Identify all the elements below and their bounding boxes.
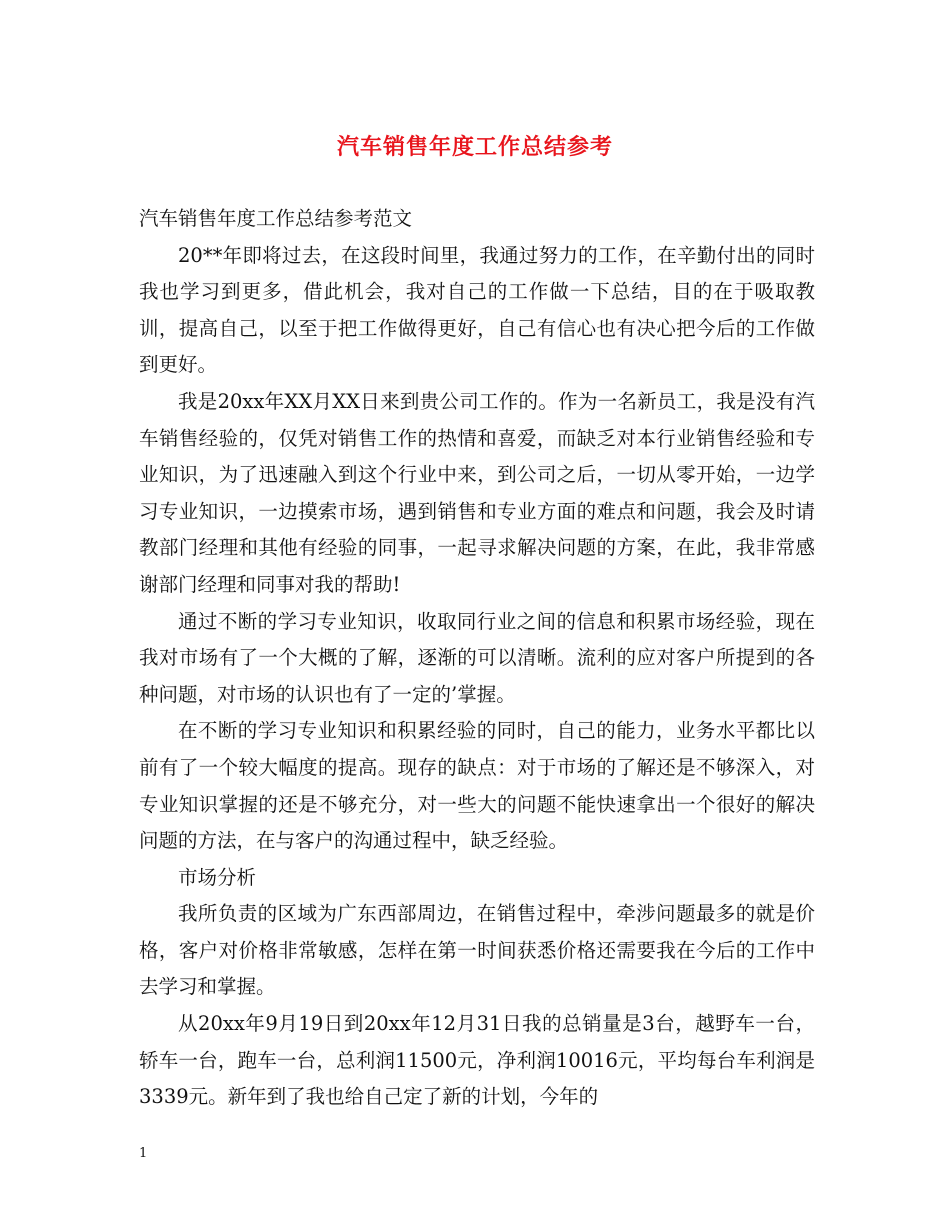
- intro-paragraph: 20**年即将过去，在这段时间里，我通过努力的工作，在辛勤付出的同时我也学习到更多，借此机会，我对自己的工作做一下总结，目的在于吸取教训，提高自己，以至于把工作做得更好，自己有信心也有决心把今后的工作做到更好。: [139, 243, 815, 377]
- shortcomings-paragraph: 在不断的学习专业知识和积累经验的同时，自己的能力，业务水平都比以前有了一个较大幅度的提高。现存的缺点：对于市场的了解还是不够深入，对专业知识掌握的还是不够充分，对一些大的问题不能快速拿出一个很好的解决问题的方法，在与客户的沟通过程中，缺乏经验。: [139, 719, 815, 853]
- page-number: 1: [139, 1146, 148, 1161]
- document-body: [139, 201, 815, 1116]
- region-paragraph: 我所负责的区域为广东西部周边，在销售过程中，牵涉问题最多的就是价格，客户对价格非常敏感，怎样在第一时间获悉价格还需要我在今后的工作中去学习和掌握。: [139, 902, 815, 999]
- sales-results-paragraph: 从20xx年9月19日到20xx年12月31日我的总销量是3台，越野车一台，轿车一台，跑车一台，总利润11500元，净利润10016元，平均每台车利润是3339元。新年到了我也给自己定了新的计划，今年的: [139, 1012, 815, 1109]
- document-title: 汽车销售年度工作总结参考: [336, 134, 613, 160]
- market-analysis-heading: 市场分析: [178, 865, 257, 889]
- subtitle-paragraph: 汽车销售年度工作总结参考范文: [139, 207, 413, 230]
- experience-paragraph: 我是20xx年XX月XX日来到贵公司工作的。作为一名新员工，我是没有汽车销售经验的，仅凭对销售工作的热情和喜爱，而缺乏对本行业销售经验和专业知识，为了迅速融入到这个行业中来，到公司之后，一切从零开始，一边学习专业知识，一边摸索市场，遇到销售和专业方面的难点和问题，我会及时请教部门经理和其他有经验的同事，一起寻求解决问题的方案，在此，我非常感谢部门经理和同事对我的帮助!: [139, 389, 815, 596]
- learning-paragraph: 通过不断的学习专业知识，收取同行业之间的信息和积累市场经验，现在我对市场有了一个大概的了解，逐渐的可以清晰。流利的应对客户所提到的各种问题，对市场的认识也有了一定的’掌握。: [139, 609, 815, 706]
